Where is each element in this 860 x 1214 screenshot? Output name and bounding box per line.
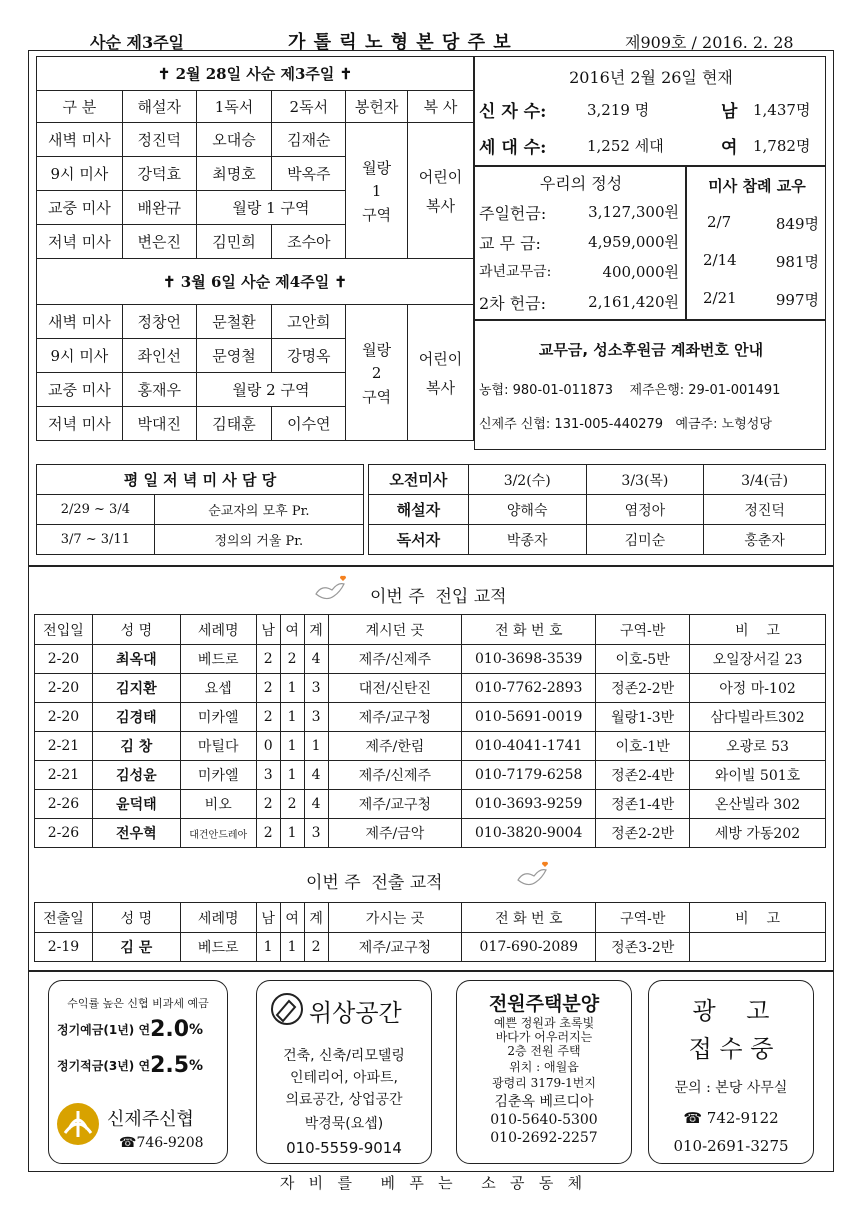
transfer-in-row-district: 이호-5반 <box>596 645 690 674</box>
transfer-in-row-name: 김 창 <box>92 732 180 761</box>
attendance-count: 849명 <box>775 215 819 233</box>
ad4-line2: 접 수 중 <box>688 1035 774 1063</box>
col-header: 가시는 곳 <box>328 903 462 933</box>
reader2: 박옥주 <box>272 157 346 191</box>
footer-slogan: 자 비 를 베 푸 는 소 공 동 체 <box>279 1174 583 1192</box>
commentator: 박대진 <box>122 407 196 441</box>
transfer-out-row-name: 김 문 <box>92 933 180 962</box>
ad3-line: 010-2692-2257 <box>490 1130 598 1146</box>
ad1-name: 신제주신협 <box>107 1109 194 1130</box>
header-season: 사순 제3주일 <box>90 33 184 52</box>
transfer-in-row-male: 2 <box>256 674 280 703</box>
ad4-phone2: 010-2691-3275 <box>673 1137 789 1155</box>
transfer-in-row-female: 2 <box>280 645 304 674</box>
ad-housing <box>456 980 632 1164</box>
transfer-in-row <box>35 761 826 790</box>
households-label: 세 대 수: <box>479 138 547 158</box>
transfer-out-row-male: 1 <box>256 933 280 962</box>
ad1-line2-label: 정기적금(3년) 연 <box>57 1059 151 1073</box>
transfer-in-row-name: 최옥대 <box>92 645 180 674</box>
transfer-in-row-total: 3 <box>304 703 328 732</box>
weekday-period: 3/7 ~ 3/11 <box>37 525 155 555</box>
weekday-period: 2/29 ~ 3/4 <box>37 495 155 525</box>
mass-name: 9시 미사 <box>37 339 123 373</box>
offering-value: 400,000원 <box>602 263 679 281</box>
transfer-in-row-note: 온산빌라 302 <box>690 790 826 819</box>
attendance-box <box>686 166 826 320</box>
reader1: 최명호 <box>196 157 272 191</box>
ad1-line1-label: 정기예금(1년) 연 <box>57 1023 151 1037</box>
ad-placeholder <box>648 980 814 1164</box>
transfer-in-row-note: 와이빌 501호 <box>690 761 826 790</box>
transfer-in-row-name: 김지환 <box>92 674 180 703</box>
offering-label: 과년교무금: <box>479 264 552 280</box>
transfer-in-row-note: 오광로 53 <box>690 732 826 761</box>
transfer-in-row-baptismal-name: 요셉 <box>180 674 256 703</box>
header-title: 가 톨 릭 노 형 본 당 주 보 <box>288 32 512 53</box>
transfer-in-row-name: 김경태 <box>92 703 180 732</box>
transfer-in-header <box>35 615 826 645</box>
attendance-count: 981명 <box>775 253 819 271</box>
weekday-group: 정의의 거울 Pr. <box>154 525 363 555</box>
transfer-in-row-phone: 010-4041-1741 <box>462 732 596 761</box>
transfer-in-row-note: 삼다빌라트302 <box>690 703 826 732</box>
ad2-line: 인테리어, 아파트, <box>289 1070 399 1086</box>
mass-name: 교중 미사 <box>37 373 123 407</box>
offering-line: 구역 <box>362 205 392 224</box>
mass-name: 저녁 미사 <box>37 407 123 441</box>
altar-line: 복사 <box>426 196 456 215</box>
reader1: 문철환 <box>196 305 272 339</box>
col-header: 구역-반 <box>596 615 690 645</box>
transfer-in-row <box>35 732 826 761</box>
col-header: 여 <box>280 903 304 933</box>
mass-schedule-table <box>36 56 474 441</box>
altar-server <box>408 305 474 441</box>
ad2-line: 박경묵(요셉) <box>304 1116 384 1132</box>
col-header: 남 <box>256 615 280 645</box>
transfer-out-row-note <box>690 933 826 962</box>
header-issue: 제909호 / 2016. 2. 28 <box>625 33 794 52</box>
offering-line: 구역 <box>362 387 392 406</box>
transfer-in-row-female: 2 <box>280 790 304 819</box>
col-header: 2독서 <box>272 91 346 123</box>
transfer-in-row-district: 정존2-2반 <box>596 819 690 848</box>
col-header: 성 명 <box>92 615 180 645</box>
transfer-out-row-district: 정존3-2반 <box>596 933 690 962</box>
mass-name: 9시 미사 <box>37 157 123 191</box>
transfer-in-row-place: 제주/금악 <box>328 819 462 848</box>
ad1-line1 <box>57 1017 203 1042</box>
ad3-line: 2층 전원 주택 <box>507 1044 581 1058</box>
transfer-in-row-phone: 010-7762-2893 <box>462 674 596 703</box>
female-count: 1,782명 <box>753 137 811 155</box>
offering-line: 월랑 <box>362 340 392 359</box>
believers-label: 신 자 수: <box>479 102 547 122</box>
col-header: 성 명 <box>92 903 180 933</box>
ad3-line: 위치 : 애월읍 <box>509 1060 579 1074</box>
commentator: 강덕효 <box>122 157 196 191</box>
transfer-in-row-place: 제주/신제주 <box>328 761 462 790</box>
transfer-in-row-female: 1 <box>280 703 304 732</box>
male-count: 1,437명 <box>753 101 811 119</box>
transfer-in-row-female: 1 <box>280 761 304 790</box>
mass-name: 새벽 미사 <box>37 123 123 157</box>
ad2-name: 위상공간 <box>309 999 402 1027</box>
offering-label: 2차 헌금: <box>479 294 547 313</box>
col-header: 계시던 곳 <box>328 615 462 645</box>
transfer-in-row-total: 3 <box>304 674 328 703</box>
reader-label: 독서자 <box>369 525 469 555</box>
col-header: 세례명 <box>180 903 256 933</box>
transfer-in-row-total: 3 <box>304 819 328 848</box>
transfer-out-header <box>35 903 826 933</box>
ad1-line2 <box>57 1053 203 1078</box>
transfer-in-row-date: 2-26 <box>35 790 93 819</box>
commentator: 변은진 <box>122 225 196 259</box>
dove-icon <box>312 574 350 610</box>
mass-name: 새벽 미사 <box>37 305 123 339</box>
ad1-phone: ☎746-9208 <box>119 1135 204 1151</box>
ad2-line: 의료공간, 상업공간 <box>285 1092 403 1108</box>
transfer-in-row-date: 2-21 <box>35 732 93 761</box>
ad1-line1-pct: % <box>189 1021 204 1038</box>
transfer-in-row-female: 1 <box>280 732 304 761</box>
morning-commentator: 양해숙 <box>468 495 586 525</box>
transfer-in-row <box>35 790 826 819</box>
transfer-in-row-male: 2 <box>256 703 280 732</box>
believers-count: 3,219 명 <box>587 101 650 119</box>
transfer-in-row-name: 윤덕태 <box>92 790 180 819</box>
ad2-phone: 010-5559-9014 <box>286 1139 402 1157</box>
morning-title: 오전미사 <box>369 465 469 495</box>
altar-line: 복사 <box>426 378 456 397</box>
col-header: 여 <box>280 615 304 645</box>
reader1: 오대승 <box>196 123 272 157</box>
ad4-phone1: ☎ 742-9122 <box>683 1109 779 1127</box>
transfer-in-row-name: 김성윤 <box>92 761 180 790</box>
transfer-in-row-phone: 010-3698-3539 <box>462 645 596 674</box>
transfer-in-row-phone: 010-7179-6258 <box>462 761 596 790</box>
week1-title: ✝ 2월 28일 사순 제3주일 ✝ <box>37 57 474 91</box>
offering-label: 주일헌금: <box>479 204 547 223</box>
stats-as-of: 2016년 2월 26일 현재 <box>569 68 733 87</box>
ad1-line2-pct: % <box>189 1057 204 1074</box>
transfer-out-row-phone: 017-690-2089 <box>462 933 596 962</box>
transfer-in-row-date: 2-20 <box>35 703 93 732</box>
offering-value: 2,161,420원 <box>588 293 679 311</box>
ad-credit-union <box>48 980 228 1164</box>
ad3-line: 바다가 어우러지는 <box>495 1030 593 1044</box>
offering-label: 교 무 금: <box>479 234 541 253</box>
transfer-in-row-total: 4 <box>304 790 328 819</box>
transfer-out-row-date: 2-19 <box>35 933 93 962</box>
col-header: 해설자 <box>122 91 196 123</box>
altar-line: 어린이 <box>418 167 463 186</box>
morning-date: 3/3(목) <box>586 465 704 495</box>
transfer-in-row <box>35 819 826 848</box>
col-header: 전 화 번 호 <box>462 615 596 645</box>
attendance-count: 997명 <box>775 291 819 309</box>
offering-line: 1 <box>371 181 382 200</box>
col-header: 세례명 <box>180 615 256 645</box>
col-header: 전입일 <box>35 615 93 645</box>
mass-name: 저녁 미사 <box>37 225 123 259</box>
ad4-line1: 광 고 <box>692 997 770 1025</box>
ad1-headline: 수익률 높은 신협 비과세 예금 <box>67 997 209 1010</box>
transfer-in-row-place: 제주/신제주 <box>328 645 462 674</box>
transfer-in-row-baptismal-name: 비오 <box>180 790 256 819</box>
transfer-in-row-district: 정존2-4반 <box>596 761 690 790</box>
reader2: 강명옥 <box>272 339 346 373</box>
morning-reader: 박종자 <box>468 525 586 555</box>
ad3-line: 김춘옥 베르디아 <box>494 1094 594 1110</box>
transfer-out-row-baptismal-name: 베드로 <box>180 933 256 962</box>
col-header: 봉헌자 <box>346 91 408 123</box>
commentator: 정창언 <box>122 305 196 339</box>
male-label: 남 <box>721 102 738 122</box>
morning-reader: 홍춘자 <box>704 525 826 555</box>
transfer-in-row-male: 0 <box>256 732 280 761</box>
transfer-in-row-note: 아정 마-102 <box>690 674 826 703</box>
transfer-in-row-phone: 010-5691-0019 <box>462 703 596 732</box>
transfer-in-row-district: 이호-1반 <box>596 732 690 761</box>
ad3-line: 광령리 3179-1번지 <box>491 1076 596 1090</box>
transfer-in-row-name: 전우혁 <box>92 819 180 848</box>
week2-title: ✝ 3월 6일 사순 제4주일 ✝ <box>37 259 474 305</box>
transfer-in-row <box>35 674 826 703</box>
commentator: 좌인선 <box>122 339 196 373</box>
col-header: 구 분 <box>37 91 123 123</box>
offering-value: 3,127,300원 <box>588 203 679 221</box>
reader2: 이수연 <box>272 407 346 441</box>
transfer-in-row-note: 세방 가동202 <box>690 819 826 848</box>
transfer-in-row-female: 1 <box>280 674 304 703</box>
account-line: 신제주 신협: 131-005-440279 예금주: 노형성당 <box>479 417 772 432</box>
account-line: 농협: 980-01-011873 제주은행: 29-01-001491 <box>479 383 781 398</box>
morning-commentator: 정진덕 <box>704 495 826 525</box>
altar-line: 어린이 <box>418 349 463 368</box>
col-header: 비 고 <box>690 903 826 933</box>
transfer-in-row-baptismal-name: 마틸다 <box>180 732 256 761</box>
transfer-in-row-total: 4 <box>304 645 328 674</box>
transfer-in-row-date: 2-20 <box>35 674 93 703</box>
transfer-in-row-male: 2 <box>256 790 280 819</box>
weekday-mass-table <box>36 464 364 555</box>
households-count: 1,252 세대 <box>587 137 664 155</box>
reader1: 김태훈 <box>196 407 272 441</box>
transfer-in-title: 이번 주 전입 교적 <box>370 587 507 607</box>
commentator: 배완규 <box>122 191 196 225</box>
reader-merged: 월랑 2 구역 <box>196 373 346 407</box>
transfer-in-row-male: 2 <box>256 645 280 674</box>
transfer-in-row-date: 2-21 <box>35 761 93 790</box>
attendance-title: 미사 참례 교우 <box>708 177 806 195</box>
reader-merged: 월랑 1 구역 <box>196 191 346 225</box>
offering-value: 4,959,000원 <box>588 233 679 251</box>
transfer-in-row-female: 1 <box>280 819 304 848</box>
transfer-in-row-place: 제주/교구청 <box>328 703 462 732</box>
commentator: 홍재우 <box>122 373 196 407</box>
ad-architecture <box>256 980 432 1164</box>
col-header: 계 <box>304 615 328 645</box>
transfer-in-row-district: 월랑1-3반 <box>596 703 690 732</box>
transfer-in-row-phone: 010-3820-9004 <box>462 819 596 848</box>
morning-date: 3/4(금) <box>704 465 826 495</box>
stats-box <box>474 56 826 166</box>
ad2-line: 건축, 신축/리모델링 <box>283 1048 405 1064</box>
col-header: 남 <box>256 903 280 933</box>
transfer-in-row-male: 2 <box>256 819 280 848</box>
offering-box <box>474 166 686 320</box>
reader2: 고안희 <box>272 305 346 339</box>
col-header: 복 사 <box>408 91 474 123</box>
reader2: 조수아 <box>272 225 346 259</box>
col-header: 구역-반 <box>596 903 690 933</box>
commentator: 정진덕 <box>122 123 196 157</box>
morning-reader: 김미순 <box>586 525 704 555</box>
transfer-in-row-date: 2-26 <box>35 819 93 848</box>
col-header: 1독서 <box>196 91 272 123</box>
transfer-in-row-date: 2-20 <box>35 645 93 674</box>
transfer-in-row-district: 정존1-4반 <box>596 790 690 819</box>
morning-commentator: 염정아 <box>586 495 704 525</box>
offering-group <box>346 305 408 441</box>
attendance-date: 2/14 <box>703 251 737 269</box>
ad1-line1-rate: 2.0 <box>150 1017 190 1042</box>
morning-mass-table <box>368 464 826 555</box>
ad3-line: 010-5640-5300 <box>490 1112 598 1128</box>
mass-name: 교중 미사 <box>37 191 123 225</box>
transfer-in-row-total: 4 <box>304 761 328 790</box>
transfer-in-row-baptismal-name: 미카엘 <box>180 761 256 790</box>
transfer-out-row <box>35 933 826 962</box>
transfer-in-row-district: 정존2-2반 <box>596 674 690 703</box>
transfer-in-row-male: 3 <box>256 761 280 790</box>
commentator-label: 해설자 <box>369 495 469 525</box>
female-label: 여 <box>721 138 738 158</box>
transfer-in-row <box>35 645 826 674</box>
attendance-date: 2/21 <box>703 289 737 307</box>
offering-group <box>346 123 408 259</box>
transfer-in-row-place: 제주/한림 <box>328 732 462 761</box>
col-header: 전출일 <box>35 903 93 933</box>
reader1: 문영철 <box>196 339 272 373</box>
account-title: 교무금, 성소후원금 계좌번호 안내 <box>538 341 764 359</box>
altar-server <box>408 123 474 259</box>
dove-icon <box>514 860 552 896</box>
offering-line: 월랑 <box>362 158 392 177</box>
col-header: 전 화 번 호 <box>462 903 596 933</box>
transfer-in-row-baptismal-name: 대건안드레아 <box>180 819 256 848</box>
transfer-out-title: 이번 주 전출 교적 <box>306 873 443 893</box>
transfer-in-row-note: 오일장서길 23 <box>690 645 826 674</box>
transfer-in-row-place: 제주/교구청 <box>328 790 462 819</box>
transfer-in-row-phone: 010-3693-9259 <box>462 790 596 819</box>
col-header: 계 <box>304 903 328 933</box>
ad4-contact: 문의 : 본당 사무실 <box>674 1080 788 1096</box>
weekday-title: 평 일 저 녁 미 사 담 당 <box>37 465 364 495</box>
col-header: 비 고 <box>690 615 826 645</box>
transfer-out-row-total: 2 <box>304 933 328 962</box>
transfer-out-row-place: 제주/교구청 <box>328 933 462 962</box>
weekday-group: 순교자의 모후 Pr. <box>154 495 363 525</box>
transfer-in-table <box>34 614 826 848</box>
offering-title: 우리의 정성 <box>539 174 623 193</box>
ad3-line: 예쁜 정원과 초록빛 <box>493 1016 595 1030</box>
ad3-title: 전원주택분양 <box>488 993 600 1015</box>
transfer-in-row-baptismal-name: 미카엘 <box>180 703 256 732</box>
transfer-in-row-place: 대전/신탄진 <box>328 674 462 703</box>
reader1: 김민희 <box>196 225 272 259</box>
transfer-in-row-total: 1 <box>304 732 328 761</box>
credit-union-logo-icon <box>55 1101 101 1151</box>
reader2: 김재순 <box>272 123 346 157</box>
ad1-line2-rate: 2.5 <box>150 1053 190 1078</box>
attendance-date: 2/7 <box>707 213 732 231</box>
account-box <box>474 320 826 450</box>
transfer-out-table <box>34 902 826 962</box>
transfer-in-row <box>35 703 826 732</box>
offering-line: 2 <box>371 363 382 382</box>
transfer-in-row-baptismal-name: 베드로 <box>180 645 256 674</box>
morning-date: 3/2(수) <box>468 465 586 495</box>
architecture-logo-icon <box>269 991 305 1031</box>
transfer-out-row-female: 1 <box>280 933 304 962</box>
